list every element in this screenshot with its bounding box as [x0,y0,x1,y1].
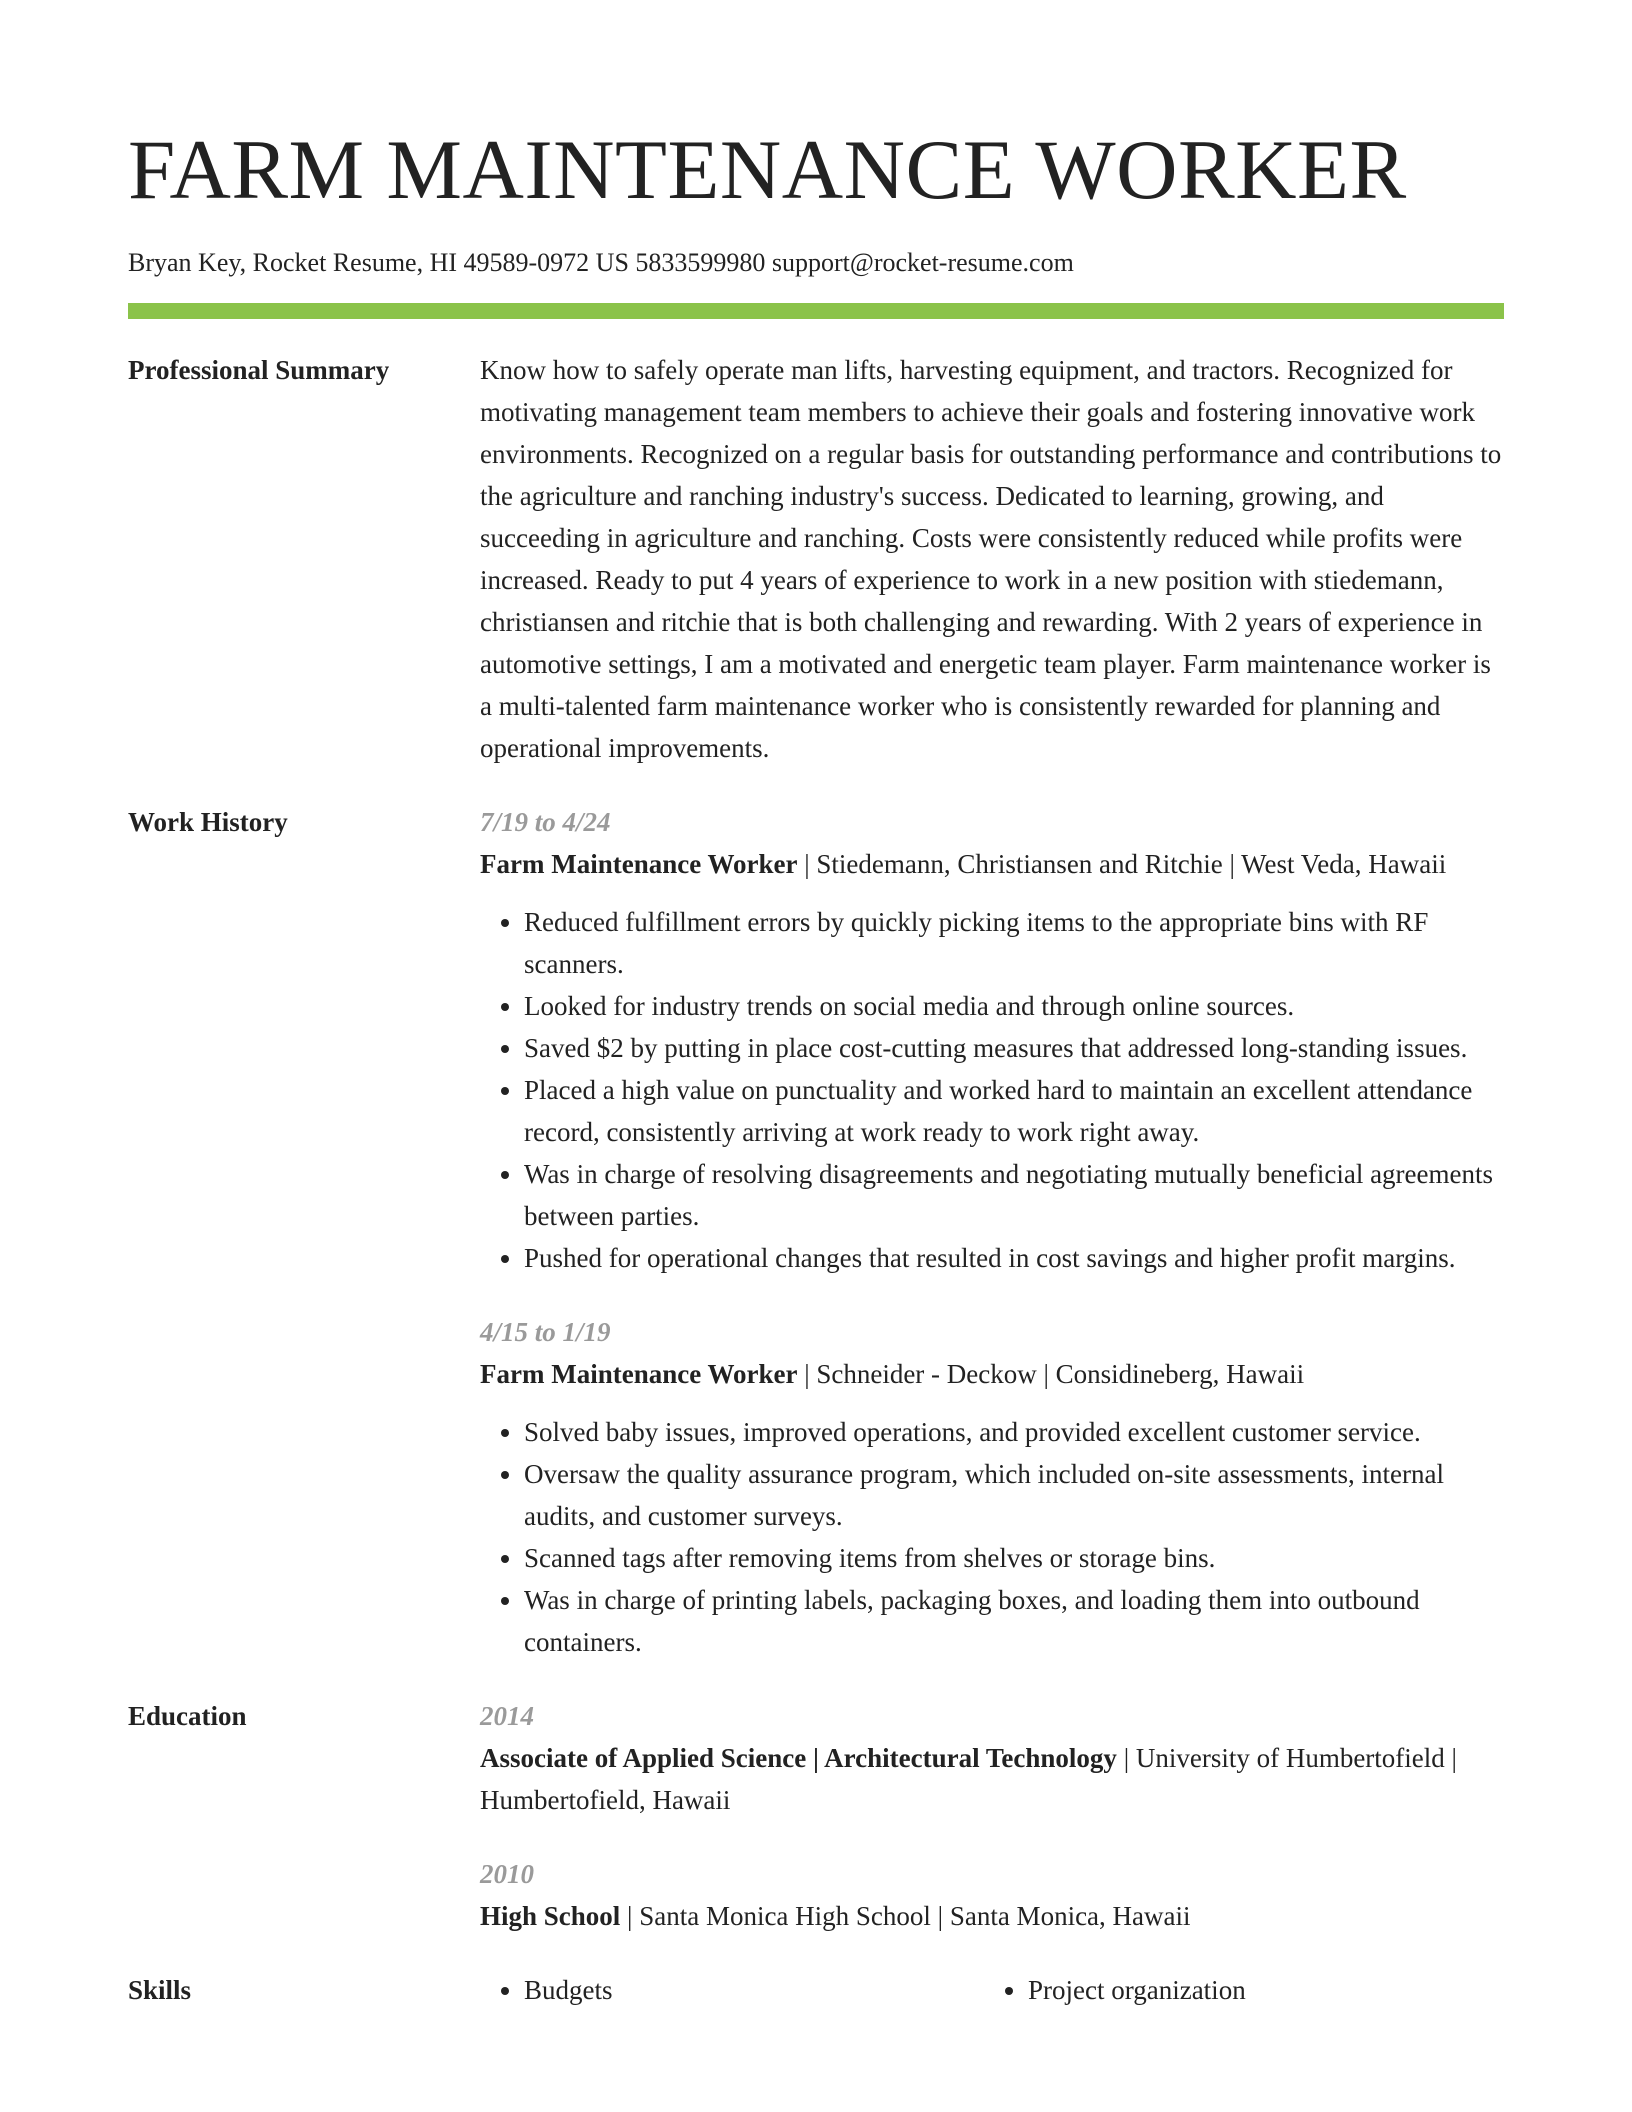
resume-title: FARM MAINTENANCE WORKER [128,123,1407,217]
job-dates: 7/19 to 4/24 [480,807,611,837]
skills-body [480,1969,1504,2011]
work-history-body [480,801,1504,1663]
skills-column [984,1969,1488,2011]
education-line [480,1737,1504,1821]
education-degree: High School [480,1901,621,1931]
job-title-line [480,843,1504,885]
education-line [480,1895,1504,1937]
job-bullets [480,901,1504,1279]
education-school-location: | University of Humbertofield | Humbertofield, Hawaii [480,1743,1457,1815]
job-bullet: • Pushed for operational changes that resulted in cost savings and higher profit margins. [524,1237,1504,1279]
resume-page [128,120,1504,2011]
work-history-section [128,801,1504,1663]
job-bullet: • Looked for industry trends on social media and through online sources. [524,985,1504,1027]
skills-heading: Skills [128,1975,192,2005]
skill-item: • Project organization [1028,1969,1488,2011]
job-role: Farm Maintenance Worker [480,849,798,879]
job-role: Farm Maintenance Worker [480,1359,798,1389]
job-entry [480,801,1504,1279]
job-bullet: • Reduced fulfillment errors by quickly picking items to the appropriate bins with RF scanners. [524,901,1504,985]
job-bullet: • Scanned tags after removing items from shelves or storage bins. [524,1537,1504,1579]
contact-line: Bryan Key, Rocket Resume, HI 49589-0972 US 5833599980 support@rocket-resume.com [128,248,1074,277]
job-entry [480,1311,1504,1663]
education-heading: Education [128,1701,247,1731]
job-bullets [480,1411,1504,1663]
education-section [128,1695,1504,1937]
job-title-line [480,1353,1504,1395]
skills-column [480,1969,984,2011]
header-divider [128,303,1504,319]
education-entry [480,1695,1504,1821]
education-degree: Associate of Applied Science | Architectural Technology [480,1743,1117,1773]
job-bullet: • Saved $2 by putting in place cost-cutting measures that addressed long-standing issues. [524,1027,1504,1069]
summary-section [128,349,1504,769]
summary-text: Know how to safely operate man lifts, harvesting equipment, and tractors. Recognized for motivating management team members to achieve their goals and fostering innovative work environments. Recognized on a regular basis for outstanding performance and contributions to the agriculture and ranching industry's success. Dedicated to learning, growing, and succeeding in agriculture and ranching. Costs were consistently reduced while profits were increased. Ready to put 4 years of experience to work in a new position with stiedemann, christiansen and ritchie that is both challenging and rewarding. With 2 years of experience in automotive settings, I am a motivated and energetic team player. Farm maintenance worker is a multi-talented farm maintenance worker who is consistently rewarded for planning and operational improvements. [480,355,1502,763]
education-year: 2010 [480,1859,534,1889]
summary-heading: Professional Summary [128,355,390,385]
education-entry [480,1853,1504,1937]
job-bullet: • Was in charge of printing labels, packaging boxes, and loading them into outbound containers. [524,1579,1504,1663]
work-history-heading: Work History [128,807,288,837]
summary-body [480,349,1504,769]
education-school-location: | Santa Monica High School | Santa Monica, Hawaii [620,1901,1191,1931]
job-employer-location: | Schneider - Deckow | Considineberg, Hawaii [797,1359,1305,1389]
education-body [480,1695,1504,1937]
job-bullet: • Placed a high value on punctuality and worked hard to maintain an excellent attendance record, consistently arriving at work ready to work right away. [524,1069,1504,1153]
education-year: 2014 [480,1701,534,1731]
skills-section [128,1969,1504,2011]
skill-item: • Budgets [524,1969,984,2011]
job-bullet: • Solved baby issues, improved operations, and provided excellent customer service. [524,1411,1504,1453]
job-dates: 4/15 to 1/19 [480,1317,611,1347]
job-bullet: • Oversaw the quality assurance program, which included on-site assessments, internal audits, and customer surveys. [524,1453,1504,1537]
job-bullet: • Was in charge of resolving disagreements and negotiating mutually beneficial agreements between parties. [524,1153,1504,1237]
job-employer-location: | Stiedemann, Christiansen and Ritchie | West Veda, Hawaii [797,849,1447,879]
